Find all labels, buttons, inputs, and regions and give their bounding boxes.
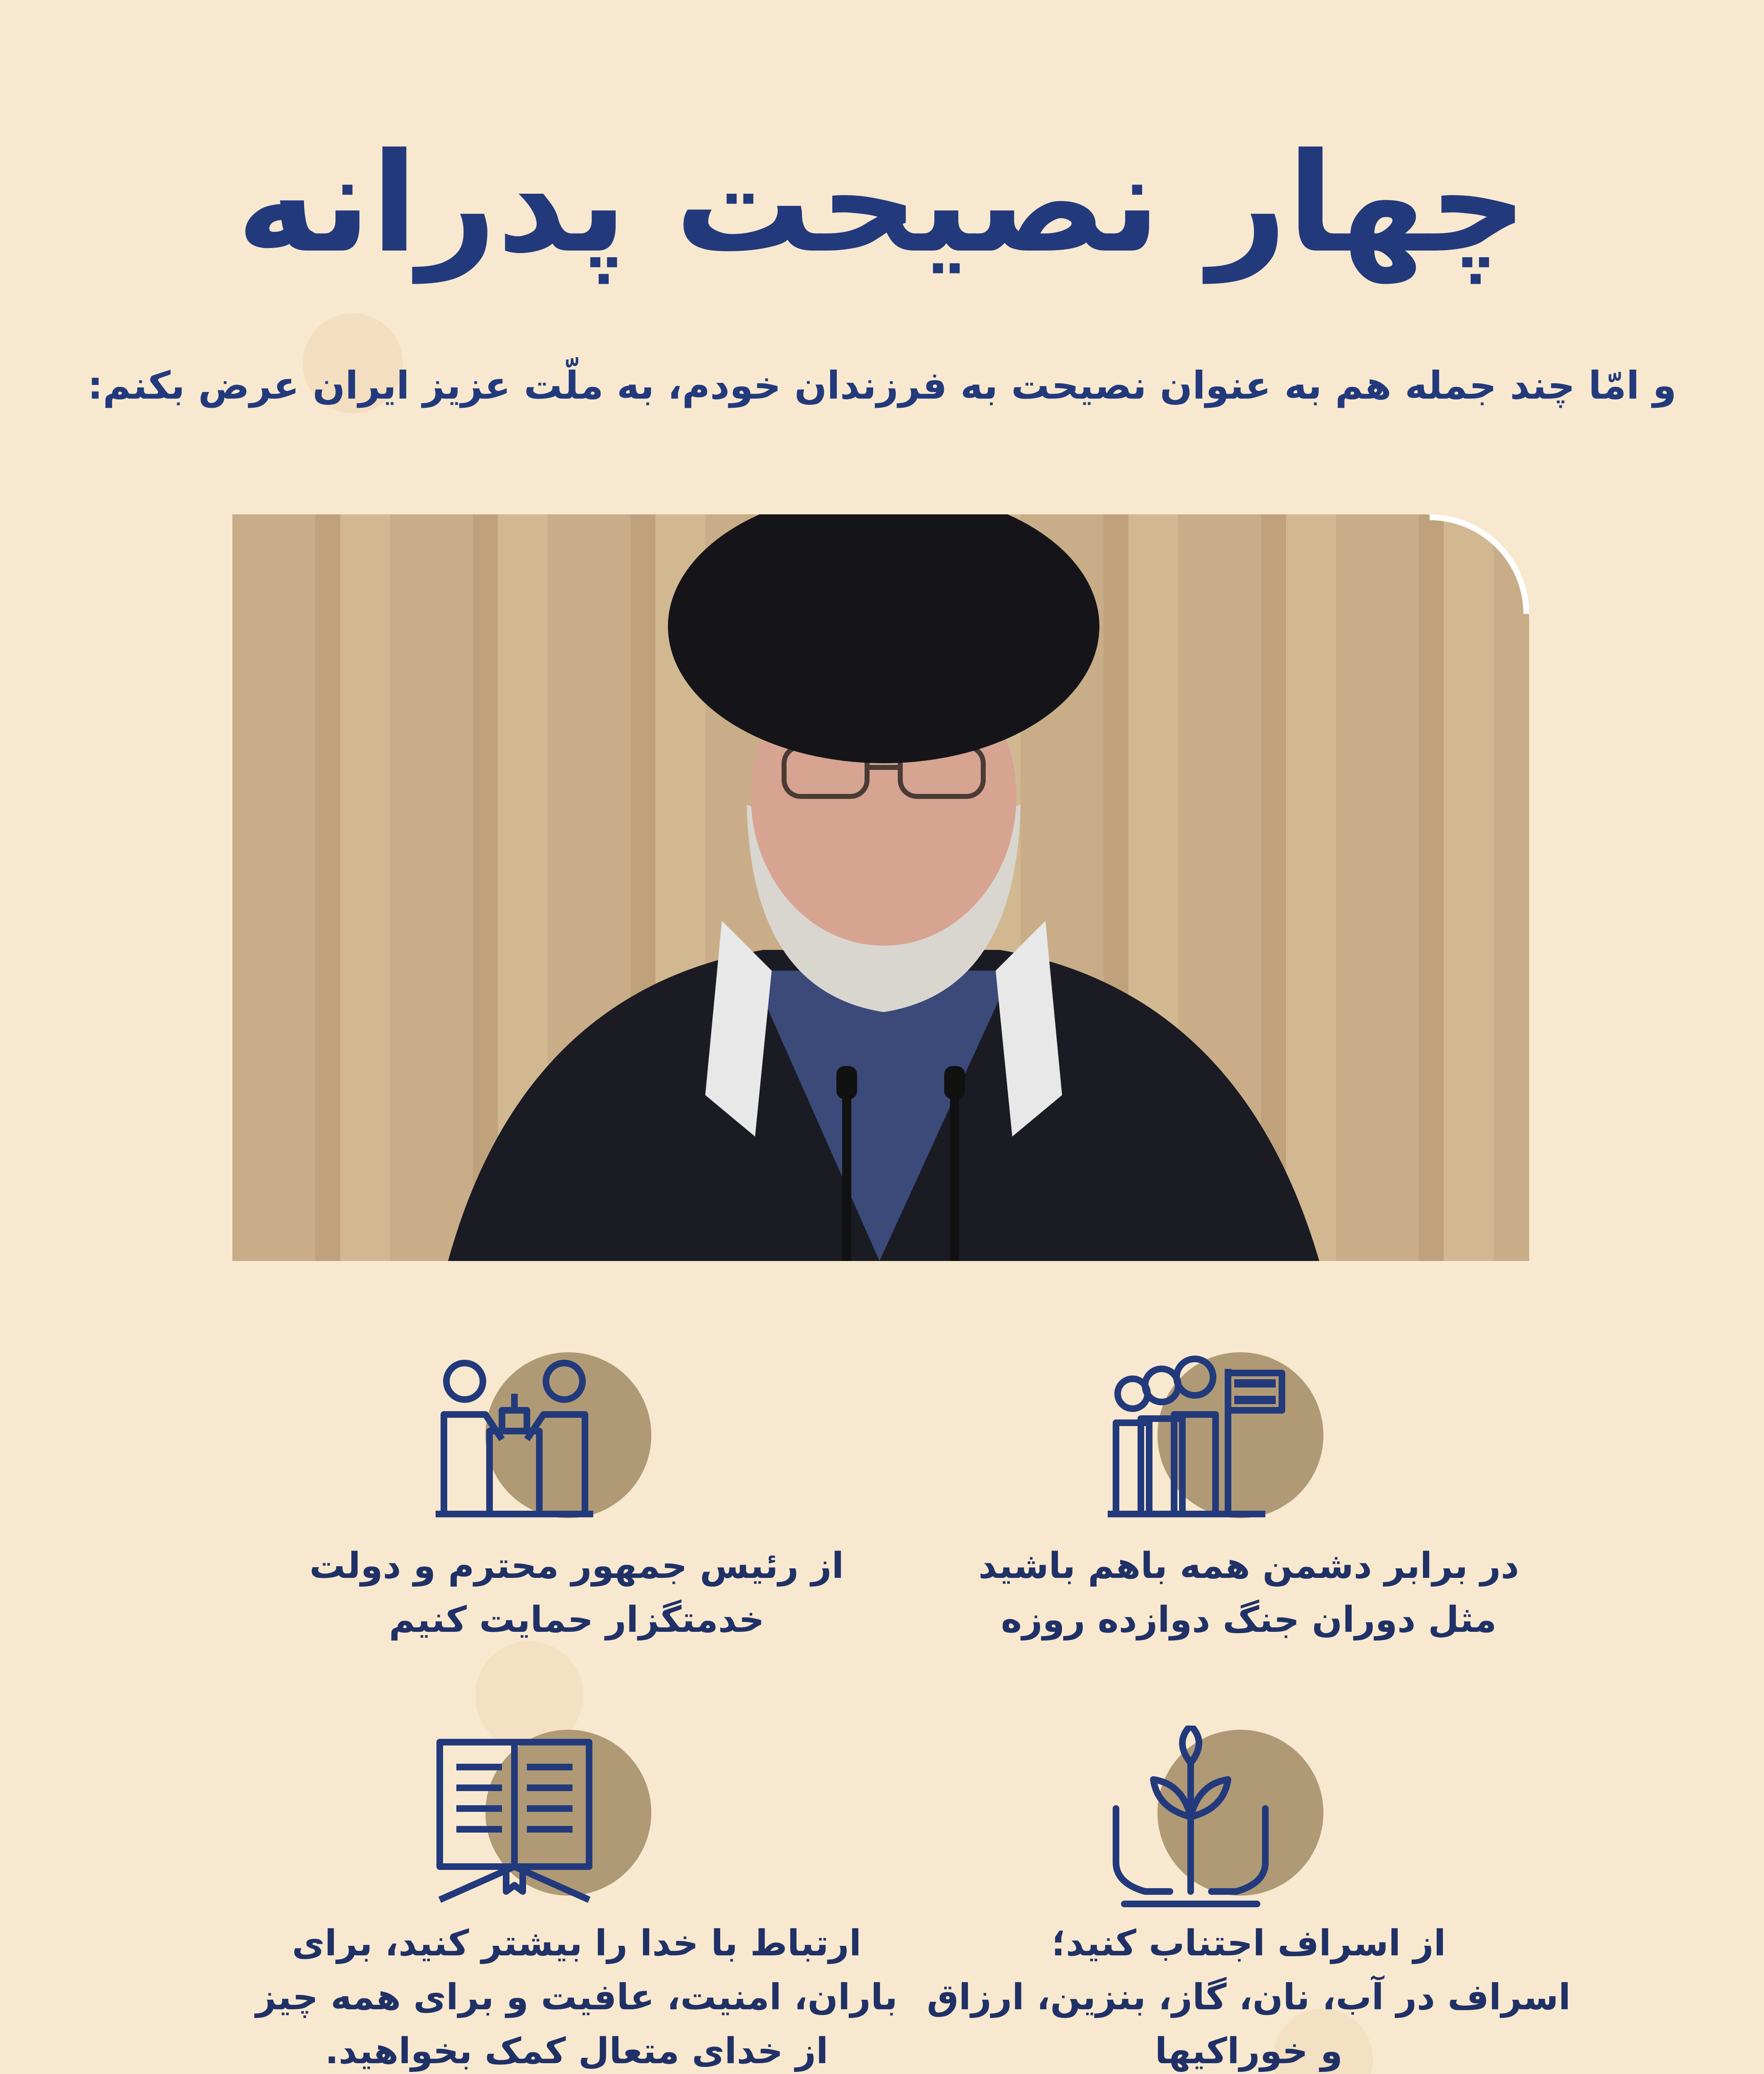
tip-3-line-3: و خوراکیها <box>1155 2030 1343 2072</box>
quran-book-icon <box>419 1726 651 1916</box>
tip-2-line-2: خدمتگزار حمایت کنیم <box>389 1599 765 1641</box>
portrait-illustration <box>232 514 1529 1261</box>
poster-title: چهار نصیحت پدرانه <box>236 124 1528 283</box>
tip-3-text <box>896 1916 1601 2074</box>
tip-2-text <box>224 1539 929 1647</box>
unity-flag-icon <box>1091 1348 1323 1539</box>
tip-1-line-1: در برابر دشمن همه باهم باشید <box>978 1545 1519 1587</box>
tip-4-line-3: از خدای متعال کمک بخواهید. <box>325 2030 828 2072</box>
tip-4-line-1: ارتباط با خدا را بیشتر کنید، برای <box>292 1923 862 1964</box>
tip-3-line-1: از اسراف اجتناب کنید؛ <box>1051 1923 1446 1964</box>
speaker-photo <box>232 514 1529 1261</box>
tip-1-icon-group <box>1091 1348 1323 1539</box>
tip-4-text <box>224 1916 929 2074</box>
tip-2-icon-group <box>419 1348 651 1539</box>
tip-2-line-1: از رئیس جمهور محترم و دولت <box>309 1545 844 1587</box>
tip-4-icon-group <box>419 1726 651 1916</box>
tip-1-text <box>896 1539 1601 1647</box>
poster-subtitle: و امّا چند جمله هم به عنوان نصیحت به فرزندان خودم، به ملّت عزیز ایران عرض بکنم: <box>88 363 1676 408</box>
government-support-icon <box>419 1348 651 1539</box>
tip-1-line-2: مثل دوران جنگ دوازده روزه <box>1001 1599 1497 1641</box>
tip-4-line-2: باران، امنیت، عافیت و برای همه چیز <box>256 1977 898 2018</box>
tip-3-icon-group <box>1091 1726 1323 1916</box>
tip-3-line-2: اسراف در آب، نان، گاز، بنزین، ارزاق <box>926 1977 1571 2018</box>
plant-hands-icon <box>1091 1726 1323 1916</box>
